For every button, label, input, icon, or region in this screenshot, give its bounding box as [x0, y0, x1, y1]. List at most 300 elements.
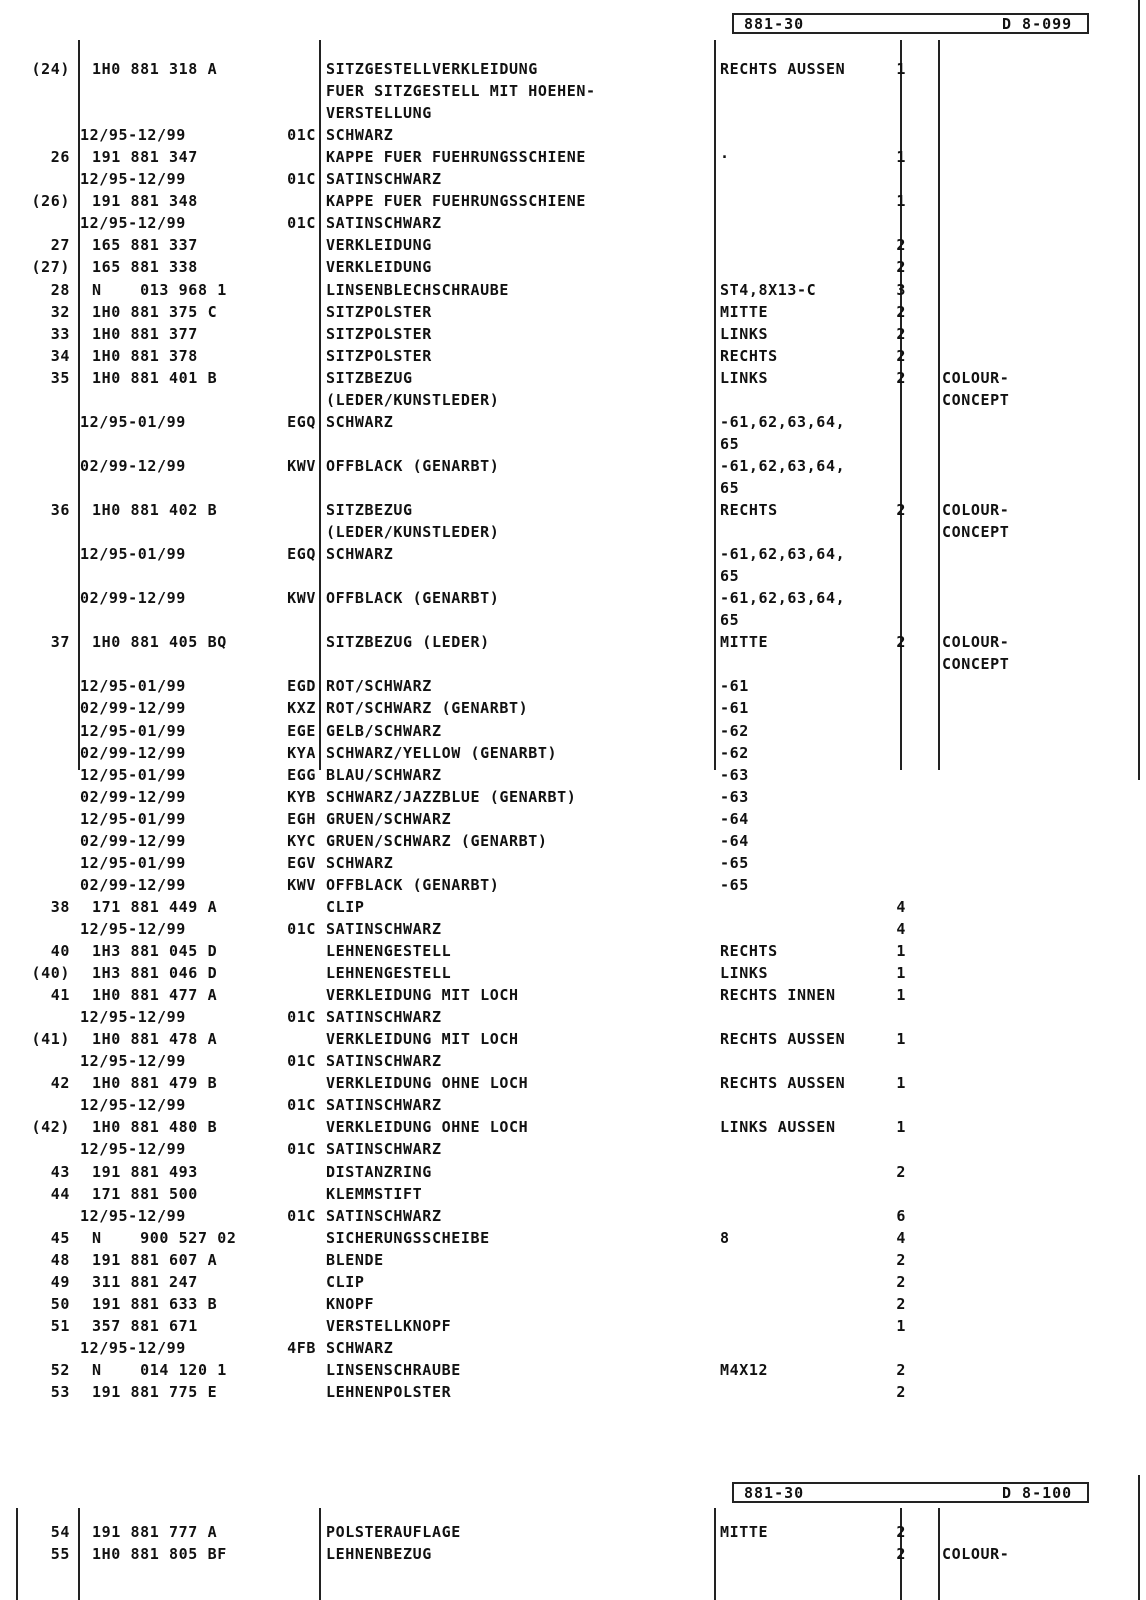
remark: 65 — [720, 567, 740, 586]
colour-code: EGE — [287, 721, 316, 740]
table-row — [0, 168, 1146, 190]
table-row — [0, 653, 1146, 675]
position-number: 42 — [50, 1074, 70, 1093]
description: SCHWARZ — [326, 545, 394, 564]
date-range: 02/99-12/99 — [80, 831, 186, 850]
quantity: 2 — [896, 258, 906, 277]
date-range: 12/95-01/99 — [80, 721, 186, 740]
position-number: 44 — [50, 1184, 70, 1203]
description: VERSTELLKNOPF — [326, 1316, 452, 1335]
part-number: 357 881 671 — [92, 1316, 198, 1335]
table-row — [0, 1094, 1146, 1116]
colour-code: EGG — [287, 765, 316, 784]
position-number: 49 — [50, 1272, 70, 1291]
description: SCHWARZ — [326, 1338, 394, 1357]
colour-code: 01C — [287, 214, 316, 233]
quantity: 1 — [896, 192, 906, 211]
remark: MITTE — [720, 302, 769, 321]
remark: -61 — [720, 677, 749, 696]
table-row — [0, 1359, 1146, 1381]
page-reference: D 8-099 — [1002, 15, 1073, 33]
position-number: (26) — [31, 192, 70, 211]
colour-code: 01C — [287, 170, 316, 189]
position-number: 38 — [50, 897, 70, 916]
description: GRUEN/SCHWARZ — [326, 809, 452, 828]
description: LINSENSCHRAUBE — [326, 1360, 461, 1379]
position-number: (42) — [31, 1118, 70, 1137]
table-row — [0, 323, 1146, 345]
table-row — [0, 1293, 1146, 1315]
remark: LINKS AUSSEN — [720, 1118, 836, 1137]
date-range: 02/99-12/99 — [80, 743, 186, 762]
quantity: 1 — [896, 942, 906, 960]
part-number: 1H0 881 479 B — [92, 1074, 218, 1093]
colour-code: EGD — [287, 677, 316, 696]
quantity: 2 — [896, 1360, 906, 1379]
table-row — [0, 1521, 1146, 1543]
remark: -63 — [720, 787, 749, 806]
description: BLENDE — [326, 1250, 384, 1269]
group-number: 881-30 — [744, 15, 805, 33]
table-row — [0, 742, 1146, 764]
colour-code: EGV — [287, 853, 316, 872]
table-row — [0, 764, 1146, 786]
part-number: 191 881 493 — [92, 1162, 198, 1181]
description: SATINSCHWARZ — [326, 170, 442, 189]
date-range: 12/95-12/99 — [80, 126, 186, 145]
description: LEHNENGESTELL — [326, 942, 452, 960]
remark: RECHTS — [720, 942, 778, 960]
table-row — [0, 896, 1146, 918]
remark: -61,62,63,64, — [720, 456, 846, 475]
remark: LINKS — [720, 324, 769, 343]
description: SITZBEZUG (LEDER) — [326, 633, 490, 652]
table-row — [0, 190, 1146, 212]
table-row — [0, 962, 1146, 984]
colour-code: KYB — [287, 787, 316, 806]
description: SCHWARZ/YELLOW (GENARBT) — [326, 743, 558, 762]
table-row — [0, 1271, 1146, 1293]
table-row — [0, 1249, 1146, 1271]
date-range: 12/95-12/99 — [80, 1096, 186, 1115]
description: (LEDER/KUNSTLEDER) — [326, 523, 500, 542]
description: POLSTERAUFLAGE — [326, 1523, 461, 1541]
note: CONCEPT — [942, 655, 1010, 674]
table-row — [0, 830, 1146, 852]
table-row — [0, 1315, 1146, 1337]
remark: · — [720, 148, 730, 167]
section-header — [732, 1482, 1089, 1503]
quantity: 1 — [896, 1074, 906, 1093]
position-number: 48 — [50, 1250, 70, 1269]
colour-code: EGH — [287, 809, 316, 828]
remark: MITTE — [720, 1523, 769, 1541]
table-row — [0, 631, 1146, 653]
description: FUER SITZGESTELL MIT HOEHEN- — [326, 82, 596, 101]
table-row — [0, 720, 1146, 742]
date-range: 12/95-01/99 — [80, 412, 186, 431]
table-row — [0, 1006, 1146, 1028]
description: SCHWARZ — [326, 126, 394, 145]
part-number: 1H0 881 478 A — [92, 1030, 218, 1049]
position-number: 40 — [50, 942, 70, 960]
position-number: 36 — [50, 501, 70, 519]
quantity: 1 — [896, 148, 906, 167]
part-number: 171 881 500 — [92, 1184, 198, 1203]
remark: MITTE — [720, 633, 769, 652]
description: KNOPF — [326, 1294, 375, 1313]
quantity: 1 — [896, 1316, 906, 1335]
table-row — [0, 675, 1146, 697]
part-number: N 014 120 1 — [92, 1360, 227, 1379]
note: COLOUR- — [942, 501, 1010, 519]
date-range: 12/95-01/99 — [80, 545, 186, 564]
quantity: 2 — [896, 1523, 906, 1541]
part-number: 191 881 775 E — [92, 1383, 218, 1401]
position-number: 51 — [50, 1316, 70, 1335]
part-number: 1H3 881 045 D — [92, 942, 218, 960]
table-row — [0, 102, 1146, 124]
quantity: 3 — [896, 280, 906, 299]
description: (LEDER/KUNSTLEDER) — [326, 390, 500, 409]
colour-code: 01C — [287, 919, 316, 938]
table-row — [0, 389, 1146, 411]
colour-code: 01C — [287, 126, 316, 145]
colour-code: 01C — [287, 1052, 316, 1071]
date-range: 12/95-12/99 — [80, 1206, 186, 1225]
description: VERKLEIDUNG — [326, 236, 432, 255]
part-number: 191 881 348 — [92, 192, 198, 211]
description: SATINSCHWARZ — [326, 1206, 442, 1225]
description: KAPPE FUER FUEHRUNGSSCHIENE — [326, 148, 587, 167]
table-row — [0, 874, 1146, 896]
part-number: 171 881 449 A — [92, 897, 218, 916]
description: SCHWARZ — [326, 412, 394, 431]
quantity: 2 — [896, 633, 906, 652]
position-number: 26 — [50, 148, 70, 167]
remark: RECHTS INNEN — [720, 986, 836, 1005]
quantity: 1 — [896, 1030, 906, 1049]
note: CONCEPT — [942, 523, 1010, 542]
colour-code: 01C — [287, 1206, 316, 1225]
table-row — [0, 940, 1146, 962]
colour-code: 01C — [287, 1096, 316, 1115]
quantity: 4 — [896, 1228, 906, 1247]
description: VERKLEIDUNG OHNE LOCH — [326, 1118, 529, 1137]
remark: -61,62,63,64, — [720, 545, 846, 564]
position-number: 54 — [50, 1523, 70, 1541]
table-row — [0, 1161, 1146, 1183]
remark: 65 — [720, 611, 740, 630]
quantity: 2 — [896, 1250, 906, 1269]
description: KAPPE FUER FUEHRUNGSSCHIENE — [326, 192, 587, 211]
quantity: 2 — [896, 1294, 906, 1313]
description: SATINSCHWARZ — [326, 1052, 442, 1071]
table-row — [0, 1381, 1146, 1403]
remark: RECHTS AUSSEN — [720, 60, 846, 78]
note: COLOUR- — [942, 633, 1010, 652]
part-number: 1H0 881 318 A — [92, 60, 218, 78]
description: LEHNENPOLSTER — [326, 1383, 452, 1401]
table-row — [0, 1028, 1146, 1050]
table-row — [0, 984, 1146, 1006]
remark: 8 — [720, 1228, 730, 1247]
table-row — [0, 1227, 1146, 1249]
colour-code: EGQ — [287, 545, 316, 564]
date-range: 02/99-12/99 — [80, 699, 186, 718]
table-row — [0, 256, 1146, 278]
remark: LINKS — [720, 368, 769, 387]
date-range: 12/95-12/99 — [80, 1052, 186, 1071]
section-header — [732, 13, 1089, 34]
date-range: 12/95-12/99 — [80, 170, 186, 189]
table-row — [0, 1072, 1146, 1094]
description: SATINSCHWARZ — [326, 919, 442, 938]
quantity: 2 — [896, 1272, 906, 1291]
quantity: 2 — [896, 236, 906, 255]
colour-code: KWV — [287, 589, 316, 608]
date-range: 12/95-12/99 — [80, 1008, 186, 1027]
colour-code: 01C — [287, 1008, 316, 1027]
table-row — [0, 411, 1146, 433]
position-number: 32 — [50, 302, 70, 321]
note: COLOUR- — [942, 368, 1010, 387]
table-row — [0, 455, 1146, 477]
description: SCHWARZ/JAZZBLUE (GENARBT) — [326, 787, 577, 806]
part-number: 165 881 338 — [92, 258, 198, 277]
quantity: 2 — [896, 324, 906, 343]
table-row — [0, 499, 1146, 521]
remark: -63 — [720, 765, 749, 784]
description: SCHWARZ — [326, 853, 394, 872]
table-row — [0, 234, 1146, 256]
description: SITZBEZUG — [326, 368, 413, 387]
date-range: 02/99-12/99 — [80, 589, 186, 608]
description: CLIP — [326, 897, 365, 916]
remark: -62 — [720, 743, 749, 762]
part-number: 1H3 881 046 D — [92, 964, 218, 983]
part-number: 1H0 881 405 BQ — [92, 633, 227, 652]
remark: RECHTS — [720, 346, 778, 365]
date-range: 12/95-01/99 — [80, 853, 186, 872]
quantity: 2 — [896, 368, 906, 387]
position-number: 28 — [50, 280, 70, 299]
colour-code: KXZ — [287, 699, 316, 718]
description: KLEMMSTIFT — [326, 1184, 423, 1203]
quantity: 6 — [896, 1206, 906, 1225]
table-row — [0, 543, 1146, 565]
position-number: (24) — [31, 60, 70, 78]
quantity: 1 — [896, 986, 906, 1005]
description: ROT/SCHWARZ (GENARBT) — [326, 699, 529, 718]
page-reference: D 8-100 — [1002, 1484, 1073, 1502]
part-number: 1H0 881 480 B — [92, 1118, 218, 1137]
description: DISTANZRING — [326, 1162, 432, 1181]
description: LEHNENBEZUG — [326, 1545, 432, 1564]
remark: 65 — [720, 434, 740, 453]
colour-code: KWV — [287, 456, 316, 475]
position-number: 35 — [50, 368, 70, 387]
part-number: 191 881 607 A — [92, 1250, 218, 1269]
remark: -61,62,63,64, — [720, 412, 846, 431]
part-number: 1H0 881 375 C — [92, 302, 218, 321]
note: CONCEPT — [942, 390, 1010, 409]
description: SITZPOLSTER — [326, 346, 432, 365]
description: VERKLEIDUNG MIT LOCH — [326, 986, 519, 1005]
date-range: 12/95-01/99 — [80, 809, 186, 828]
remark: -65 — [720, 853, 749, 872]
colour-code: EGQ — [287, 412, 316, 431]
table-row — [0, 1183, 1146, 1205]
remark: -62 — [720, 721, 749, 740]
table-row — [0, 80, 1146, 102]
note: COLOUR- — [942, 1545, 1010, 1564]
table-row — [0, 521, 1146, 543]
description: OFFBLACK (GENARBT) — [326, 456, 500, 475]
position-number: 41 — [50, 986, 70, 1005]
part-number: 1H0 881 805 BF — [92, 1545, 227, 1564]
remark: 65 — [720, 478, 740, 497]
position-number: 55 — [50, 1545, 70, 1564]
description: SITZGESTELLVERKLEIDUNG — [326, 60, 538, 78]
table-row — [0, 697, 1146, 719]
description: SATINSCHWARZ — [326, 1096, 442, 1115]
position-number: 52 — [50, 1360, 70, 1379]
part-number: 191 881 347 — [92, 148, 198, 167]
description: SATINSCHWARZ — [326, 214, 442, 233]
remark: RECHTS AUSSEN — [720, 1030, 846, 1049]
remark: RECHTS — [720, 501, 778, 519]
position-number: 33 — [50, 324, 70, 343]
description: VERKLEIDUNG MIT LOCH — [326, 1030, 519, 1049]
remark: -64 — [720, 831, 749, 850]
remark: ST4,8X13-C — [720, 280, 817, 299]
remark: -65 — [720, 875, 749, 894]
quantity: 2 — [896, 1545, 906, 1564]
description: LINSENBLECHSCHRAUBE — [326, 280, 509, 299]
description: OFFBLACK (GENARBT) — [326, 589, 500, 608]
quantity: 2 — [896, 1162, 906, 1181]
date-range: 12/95-12/99 — [80, 1338, 186, 1357]
table-row — [0, 477, 1146, 499]
colour-code: 01C — [287, 1140, 316, 1159]
description: SITZPOLSTER — [326, 324, 432, 343]
quantity: 1 — [896, 60, 906, 78]
description: VERKLEIDUNG OHNE LOCH — [326, 1074, 529, 1093]
part-number: 1H0 881 402 B — [92, 501, 218, 519]
colour-code: 4FB — [287, 1338, 316, 1357]
part-number: 1H0 881 377 — [92, 324, 198, 343]
date-range: 02/99-12/99 — [80, 875, 186, 894]
description: SICHERUNGSSCHEIBE — [326, 1228, 490, 1247]
table-row — [0, 1138, 1146, 1160]
remark: -61 — [720, 699, 749, 718]
description: SITZBEZUG — [326, 501, 413, 519]
position-number: (40) — [31, 964, 70, 983]
table-row — [0, 433, 1146, 455]
description: LEHNENGESTELL — [326, 964, 452, 983]
remark: M4X12 — [720, 1360, 769, 1379]
table-row — [0, 918, 1146, 940]
table-row — [0, 1050, 1146, 1072]
colour-code: KYC — [287, 831, 316, 850]
remark: LINKS — [720, 964, 769, 983]
description: ROT/SCHWARZ — [326, 677, 432, 696]
position-number: 53 — [50, 1383, 70, 1401]
quantity: 1 — [896, 1118, 906, 1137]
description: CLIP — [326, 1272, 365, 1291]
quantity: 2 — [896, 1383, 906, 1401]
part-number: N 013 968 1 — [92, 280, 227, 299]
part-number: 1H0 881 477 A — [92, 986, 218, 1005]
part-number: 1H0 881 378 — [92, 346, 198, 365]
table-row — [0, 587, 1146, 609]
quantity: 4 — [896, 919, 906, 938]
table-row — [0, 609, 1146, 631]
quantity: 2 — [896, 501, 906, 519]
table-row — [0, 1543, 1146, 1565]
quantity: 4 — [896, 897, 906, 916]
group-number: 881-30 — [744, 1484, 805, 1502]
date-range: 12/95-12/99 — [80, 214, 186, 233]
quantity: 1 — [896, 964, 906, 983]
part-number: 191 881 633 B — [92, 1294, 218, 1313]
table-row — [0, 1116, 1146, 1138]
table-row — [0, 1337, 1146, 1359]
table-row — [0, 367, 1146, 389]
description: SATINSCHWARZ — [326, 1008, 442, 1027]
part-number: N 900 527 02 — [92, 1228, 237, 1247]
position-number: (41) — [31, 1030, 70, 1049]
table-row — [0, 212, 1146, 234]
date-range: 12/95-01/99 — [80, 765, 186, 784]
part-number: 311 881 247 — [92, 1272, 198, 1291]
table-row — [0, 279, 1146, 301]
remark: -61,62,63,64, — [720, 589, 846, 608]
table-row — [0, 146, 1146, 168]
description: VERSTELLUNG — [326, 104, 432, 123]
colour-code: KWV — [287, 875, 316, 894]
position-number: 45 — [50, 1228, 70, 1247]
date-range: 12/95-12/99 — [80, 1140, 186, 1159]
colour-code: KYA — [287, 743, 316, 762]
description: VERKLEIDUNG — [326, 258, 432, 277]
date-range: 02/99-12/99 — [80, 787, 186, 806]
table-row — [0, 124, 1146, 146]
position-number: 43 — [50, 1162, 70, 1181]
position-number: 34 — [50, 346, 70, 365]
part-number: 1H0 881 401 B — [92, 368, 218, 387]
position-number: (27) — [31, 258, 70, 277]
table-row — [0, 58, 1146, 80]
quantity: 2 — [896, 346, 906, 365]
part-number: 165 881 337 — [92, 236, 198, 255]
table-row — [0, 565, 1146, 587]
table-row — [0, 345, 1146, 367]
table-row — [0, 1205, 1146, 1227]
table-row — [0, 301, 1146, 323]
table-row — [0, 808, 1146, 830]
date-range: 12/95-12/99 — [80, 919, 186, 938]
description: BLAU/SCHWARZ — [326, 765, 442, 784]
description: SATINSCHWARZ — [326, 1140, 442, 1159]
description: GELB/SCHWARZ — [326, 721, 442, 740]
description: OFFBLACK (GENARBT) — [326, 875, 500, 894]
remark: RECHTS AUSSEN — [720, 1074, 846, 1093]
description: GRUEN/SCHWARZ (GENARBT) — [326, 831, 548, 850]
table-row — [0, 852, 1146, 874]
date-range: 12/95-01/99 — [80, 677, 186, 696]
